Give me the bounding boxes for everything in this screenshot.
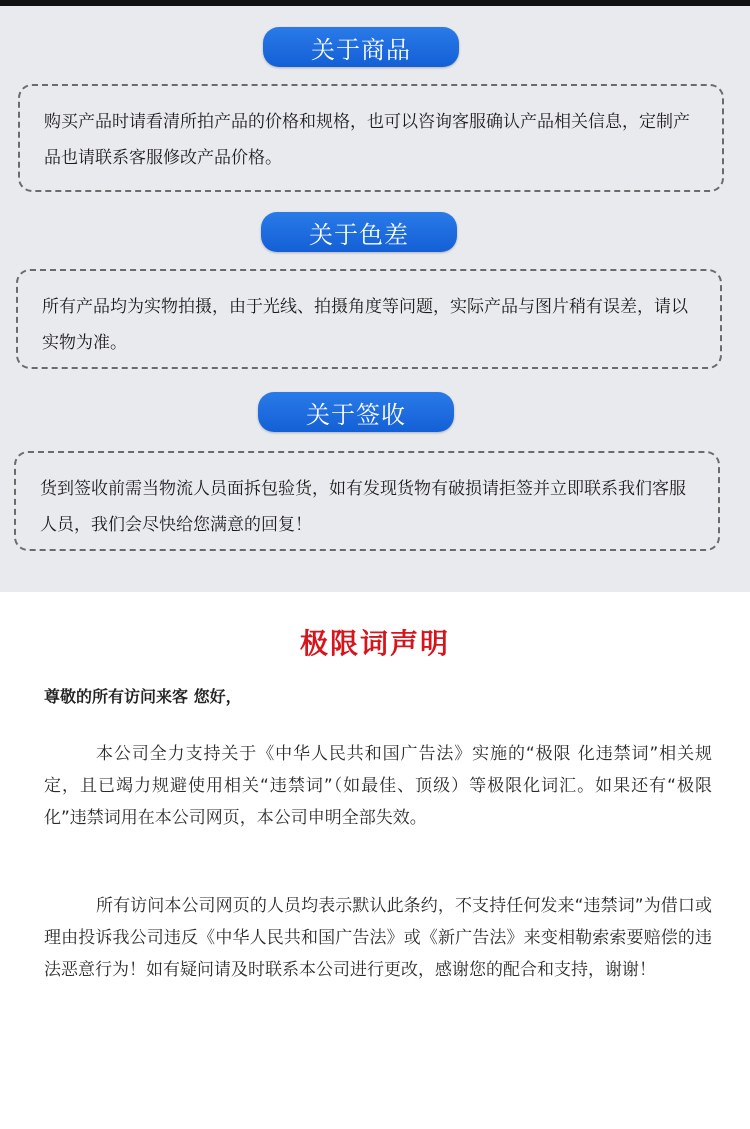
section-text-color: 所有产品均为实物拍摄，由于光线、拍摄角度等问题，实际产品与图片稍有误差，请以实物为准。: [42, 297, 688, 353]
statement-title: 极限词声明: [299, 627, 450, 660]
extreme-words-statement: [0, 592, 750, 1129]
statement-paragraph-1: 本公司全力支持关于《中华人民共和国广告法》实施的“极限 化违禁词”相关规定，且已竭力规避使用相关“违禁词”（如最佳、顶级）等极限化词汇。如果还有“极限化”违禁词用在本公司网页，本公司申明全部失效。: [44, 744, 712, 828]
section-text-receipt: 货到签收前需当物流人员面拆包验货，如有发现货物有破损请拒签并立即联系我们客服人员，我们会尽快给您满意的回复！: [40, 479, 686, 535]
section-box-receipt: [14, 451, 720, 551]
section-text-product: 购买产品时请看清所拍产品的价格和规格，也可以咨询客服确认产品相关信息，定制产品也请联系客服修改产品价格。: [44, 112, 690, 168]
section-heading-receipt: [258, 392, 454, 432]
section-box-color: [16, 269, 722, 369]
section-heading-receipt-label: 关于签收: [306, 400, 406, 429]
section-heading-color: [261, 212, 457, 252]
section-box-product: [18, 84, 724, 192]
purchase-notice-panel: [0, 6, 750, 592]
section-heading-product: [263, 27, 459, 67]
statement-greeting: 尊敬的所有访问来客 您好，: [44, 687, 242, 706]
section-heading-color-label: 关于色差: [309, 220, 409, 249]
statement-paragraph-2: 所有访问本公司网页的人员均表示默认此条约，不支持任何发来“违禁词”为借口或理由投诉我公司违反《中华人民共和国广告法》或《新广告法》来变相勒索索要赔偿的违法恶意行为！如有疑问请及时联系本公司进行更改，感谢您的配合和支持，谢谢！: [44, 896, 712, 980]
section-heading-product-label: 关于商品: [311, 35, 411, 64]
